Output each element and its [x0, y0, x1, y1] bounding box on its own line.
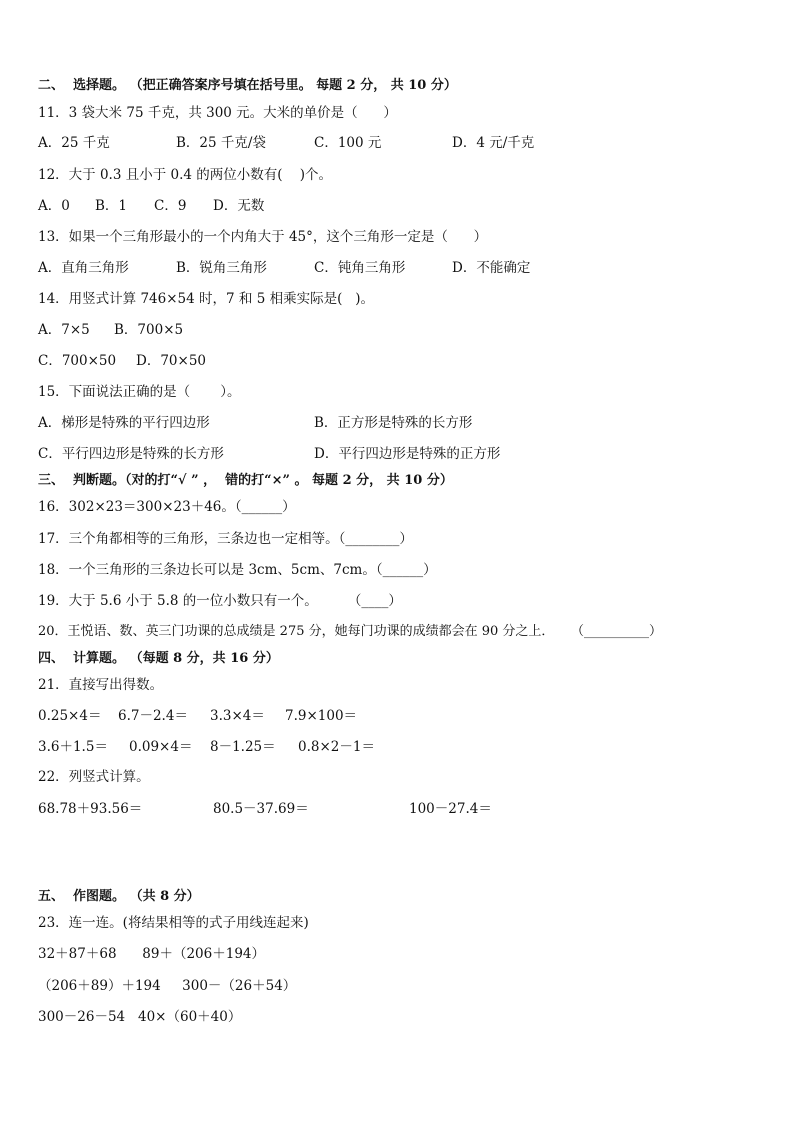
q23-row: 300－26－54 40×（60＋40） [38, 1009, 242, 1025]
q14-option-c: C．700×50 [38, 353, 117, 369]
question-13: 13．如果一个三角形最小的一个内角大于 45°，这个三角形一定是（ ） [38, 229, 488, 245]
question-16: 16．302×23＝300×23＋46。（______） [38, 499, 296, 515]
q23-row: （206＋89）＋194 300－（26＋54） [38, 978, 297, 994]
q13-option-c: C．钝角三角形 [314, 260, 406, 276]
q12-option-d: D．无数 [213, 198, 265, 214]
q11-option-d: D．4 元/千克 [452, 135, 535, 151]
question-17: 17．三个角都相等的三角形，三条边也一定相等。（________） [38, 531, 413, 547]
question-20: 20．王悦语、数、英三门功课的总成绩是 275 分，她每门功课的成绩都会在 90 分之上． （__________） [38, 624, 662, 639]
section-4-heading: 四、 计算题。 （每题 8 分，共 16 分） [38, 651, 279, 666]
section-5-heading: 五、 作图题。 （共 8 分） [38, 889, 200, 904]
q13-option-a: A．直角三角形 [38, 260, 129, 276]
q12-option-c: C．9 [154, 198, 187, 214]
q12-option-a: A．0 [38, 198, 70, 214]
q14-option-b: B．700×5 [114, 322, 184, 338]
q14-option-a: A．7×5 [38, 322, 90, 338]
q14-option-d: D．70×50 [136, 353, 206, 369]
q21-expr: 0.09×4＝ [129, 739, 193, 755]
q21-expr: 7.9×100＝ [285, 708, 358, 724]
q22-expr: 68.78＋93.56＝ [38, 801, 143, 817]
section-2-heading: 二、 选择题。 （把正确答案序号填在括号里。 每题 2 分， 共 10 分） [38, 78, 457, 93]
q22-expr: 100－27.4＝ [409, 801, 492, 817]
question-11: 11．3 袋大米 75 千克，共 300 元。大米的单价是（ ） [38, 105, 397, 121]
q11-option-a: A．25 千克 [38, 135, 110, 151]
q15-option-a: A．梯形是特殊的平行四边形 [38, 415, 210, 431]
question-21: 21．直接写出得数。 [38, 677, 164, 693]
q21-expr: 0.8×2－1＝ [298, 739, 375, 755]
q15-option-b: B．正方形是特殊的长方形 [314, 415, 473, 431]
q12-option-b: B．1 [95, 198, 128, 214]
section-3-heading: 三、 判断题。（对的打“√ ” ， 错的打“×” 。 每题 2 分， 共 10 分） [38, 473, 453, 488]
question-15: 15．下面说法正确的是（ ）。 [38, 384, 241, 400]
question-23: 23．连一连。(将结果相等的式子用线连起来) [38, 915, 309, 931]
question-12: 12．大于 0.3 且小于 0.4 的两位小数有( )个。 [38, 167, 332, 183]
question-19: 19．大于 5.6 小于 5.8 的一位小数只有一个。 （____） [38, 593, 402, 609]
q15-option-d: D．平行四边形是特殊的正方形 [314, 446, 501, 462]
question-22: 22．列竖式计算。 [38, 769, 150, 785]
q21-expr: 6.7－2.4＝ [118, 708, 188, 724]
q22-expr: 80.5－37.69＝ [213, 801, 309, 817]
q23-row: 32＋87＋68 89＋（206＋194） [38, 946, 265, 962]
q15-option-c: C．平行四边形是特殊的长方形 [38, 446, 224, 462]
question-18: 18．一个三角形的三条边长可以是 3cm、5cm、7cm。（______） [38, 562, 437, 578]
question-14: 14．用竖式计算 746×54 时，7 和 5 相乘实际是( )。 [38, 291, 374, 307]
q21-expr: 3.6＋1.5＝ [38, 739, 108, 755]
q13-option-b: B．锐角三角形 [176, 260, 267, 276]
q13-option-d: D．不能确定 [452, 260, 531, 276]
q21-expr: 0.25×4＝ [38, 708, 102, 724]
q11-option-c: C．100 元 [314, 135, 382, 151]
q11-option-b: B．25 千克/袋 [176, 135, 266, 151]
q21-expr: 3.3×4＝ [210, 708, 265, 724]
q21-expr: 8－1.25＝ [210, 739, 276, 755]
